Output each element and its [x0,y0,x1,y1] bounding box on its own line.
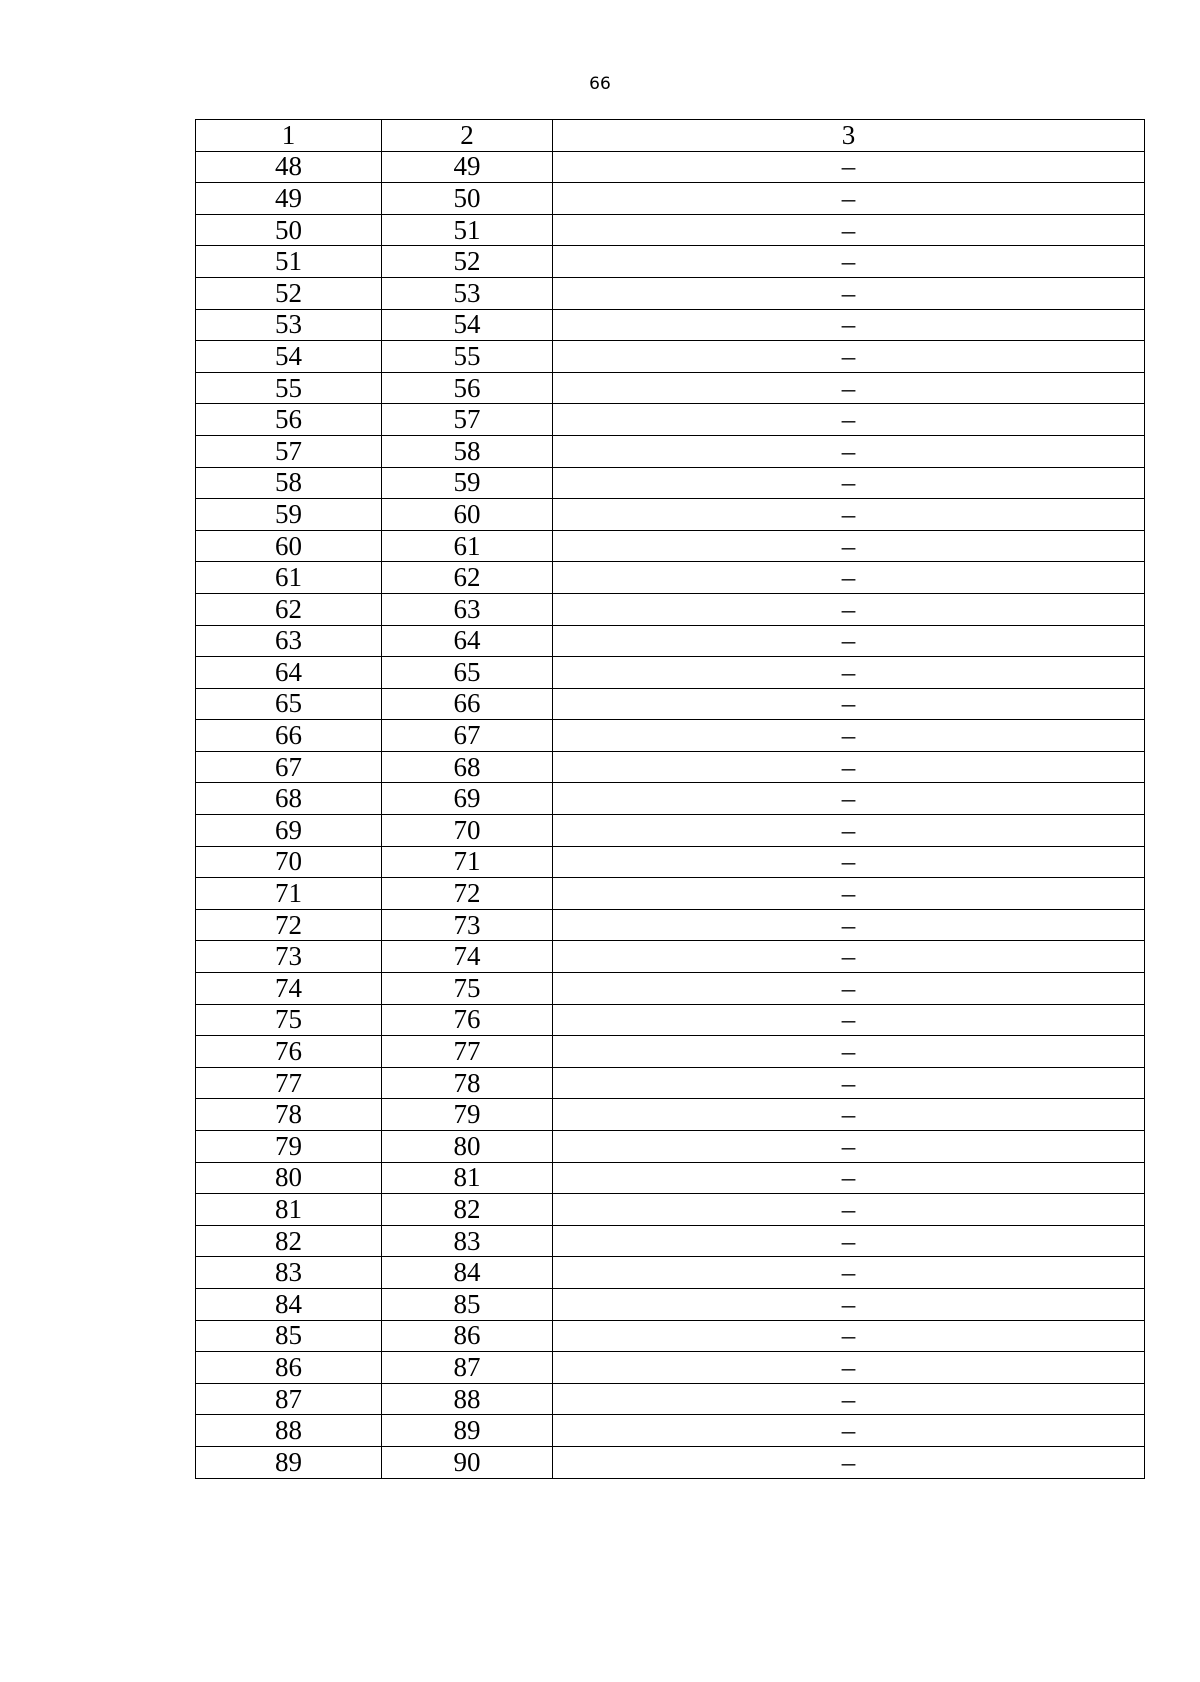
table-cell-col-1: 48 [196,151,382,183]
table-cell-col-2: 77 [382,1036,553,1068]
table-row [196,909,1145,941]
table-row [196,1162,1145,1194]
table-cell-col-3: – [553,783,1145,815]
table-row [196,1320,1145,1352]
table-row [196,1036,1145,1068]
table-cell-col-3: – [553,499,1145,531]
table-cell-col-3: – [553,372,1145,404]
table-cell-col-2: 86 [382,1320,553,1352]
table-cell-col-1: 70 [196,846,382,878]
table-cell-col-3: – [553,625,1145,657]
table-cell-col-1: 55 [196,372,382,404]
data-table [195,119,1145,1479]
table-row [196,815,1145,847]
table-cell-col-1: 88 [196,1415,382,1447]
table-cell-col-2: 49 [382,151,553,183]
table-row [196,341,1145,373]
table-cell-col-2: 83 [382,1225,553,1257]
table-cell-col-2: 60 [382,499,553,531]
table-cell-col-2: 89 [382,1415,553,1447]
column-header-1: 1 [196,120,382,152]
table-row [196,1288,1145,1320]
table-cell-col-2: 65 [382,657,553,689]
page-number: 66 [589,74,611,94]
table-cell-col-3: – [553,214,1145,246]
table-cell-col-3: – [553,404,1145,436]
table-row [196,973,1145,1005]
table-cell-col-1: 80 [196,1162,382,1194]
table-cell-col-3: – [553,467,1145,499]
table-cell-col-2: 75 [382,973,553,1005]
table-cell-col-2: 56 [382,372,553,404]
table-cell-col-3: – [553,657,1145,689]
table-cell-col-1: 74 [196,973,382,1005]
table-cell-col-2: 79 [382,1099,553,1131]
table-cell-col-3: – [553,277,1145,309]
table-cell-col-1: 53 [196,309,382,341]
table-cell-col-1: 49 [196,183,382,215]
column-header-2: 2 [382,120,553,152]
table-row [196,593,1145,625]
table-cell-col-3: – [553,151,1145,183]
table-cell-col-3: – [553,1162,1145,1194]
table-cell-col-2: 74 [382,941,553,973]
table-cell-col-2: 72 [382,878,553,910]
table-row [196,941,1145,973]
table-cell-col-3: – [553,1383,1145,1415]
table-cell-col-1: 51 [196,246,382,278]
table-row [196,783,1145,815]
table-cell-col-3: – [553,1415,1145,1447]
table-cell-col-2: 76 [382,1004,553,1036]
table-row [196,720,1145,752]
table-cell-col-1: 69 [196,815,382,847]
table-cell-col-1: 50 [196,214,382,246]
table-cell-col-3: – [553,1067,1145,1099]
table-row [196,277,1145,309]
table-cell-col-3: – [553,973,1145,1005]
table-cell-col-1: 64 [196,657,382,689]
table-cell-col-2: 87 [382,1352,553,1384]
table-cell-col-1: 81 [196,1194,382,1226]
table-cell-col-3: – [553,878,1145,910]
table-row [196,530,1145,562]
table-cell-col-2: 84 [382,1257,553,1289]
table-cell-col-1: 56 [196,404,382,436]
table-cell-col-1: 86 [196,1352,382,1384]
table-cell-col-1: 87 [196,1383,382,1415]
table-cell-col-1: 52 [196,277,382,309]
table-cell-col-3: – [553,688,1145,720]
table-cell-col-3: – [553,751,1145,783]
table-cell-col-2: 67 [382,720,553,752]
table-body [196,120,1145,1479]
table-cell-col-2: 90 [382,1446,553,1478]
table-cell-col-2: 70 [382,815,553,847]
table-cell-col-3: – [553,815,1145,847]
table-row [196,1352,1145,1384]
table-cell-col-1: 58 [196,467,382,499]
table-row [196,1225,1145,1257]
table-cell-col-2: 88 [382,1383,553,1415]
table-cell-col-1: 84 [196,1288,382,1320]
table-row [196,309,1145,341]
table-cell-col-2: 66 [382,688,553,720]
table-cell-col-1: 68 [196,783,382,815]
table-row [196,1004,1145,1036]
table-cell-col-3: – [553,1446,1145,1478]
table-row [196,1131,1145,1163]
table-row [196,1099,1145,1131]
table-cell-col-1: 85 [196,1320,382,1352]
table-cell-col-1: 75 [196,1004,382,1036]
table-cell-col-1: 82 [196,1225,382,1257]
table-cell-col-3: – [553,341,1145,373]
column-header-3: 3 [553,120,1145,152]
table-cell-col-1: 72 [196,909,382,941]
table-cell-col-2: 55 [382,341,553,373]
table-row [196,657,1145,689]
table-cell-col-3: – [553,1036,1145,1068]
table-cell-col-2: 68 [382,751,553,783]
table-row [196,372,1145,404]
table-cell-col-2: 81 [382,1162,553,1194]
table-cell-col-1: 54 [196,341,382,373]
table-cell-col-2: 63 [382,593,553,625]
table-cell-col-2: 54 [382,309,553,341]
table-cell-col-2: 59 [382,467,553,499]
table-cell-col-1: 83 [196,1257,382,1289]
table-cell-col-1: 79 [196,1131,382,1163]
table-row [196,625,1145,657]
table-cell-col-2: 58 [382,435,553,467]
table-cell-col-3: – [553,1099,1145,1131]
table-cell-col-1: 89 [196,1446,382,1478]
table-cell-col-1: 67 [196,751,382,783]
table-cell-col-2: 50 [382,183,553,215]
table-cell-col-2: 57 [382,404,553,436]
table-row [196,183,1145,215]
table-cell-col-1: 60 [196,530,382,562]
table-cell-col-2: 85 [382,1288,553,1320]
table-cell-col-3: – [553,1320,1145,1352]
table-cell-col-2: 71 [382,846,553,878]
table-cell-col-3: – [553,846,1145,878]
table-row [196,1194,1145,1226]
table-cell-col-2: 51 [382,214,553,246]
table-row [196,467,1145,499]
table-cell-col-1: 61 [196,562,382,594]
table-cell-col-2: 52 [382,246,553,278]
table-cell-col-3: – [553,1288,1145,1320]
table-cell-col-2: 64 [382,625,553,657]
table-cell-col-3: – [553,309,1145,341]
table-cell-col-2: 78 [382,1067,553,1099]
table-cell-col-3: – [553,435,1145,467]
table-row [196,404,1145,436]
table-cell-col-1: 78 [196,1099,382,1131]
table-cell-col-3: – [553,1352,1145,1384]
table-row [196,435,1145,467]
table-cell-col-3: – [553,1194,1145,1226]
table-row [196,562,1145,594]
table-cell-col-3: – [553,1257,1145,1289]
table-cell-col-3: – [553,941,1145,973]
table-row [196,688,1145,720]
table-cell-col-3: – [553,1004,1145,1036]
table-cell-col-1: 65 [196,688,382,720]
table-cell-col-1: 66 [196,720,382,752]
table-cell-col-3: – [553,183,1145,215]
table-cell-col-2: 80 [382,1131,553,1163]
table-cell-col-1: 63 [196,625,382,657]
table-cell-col-2: 82 [382,1194,553,1226]
table-cell-col-1: 76 [196,1036,382,1068]
table-row [196,751,1145,783]
table-cell-col-2: 69 [382,783,553,815]
table-row [196,846,1145,878]
table-row [196,499,1145,531]
table-cell-col-3: – [553,1131,1145,1163]
table-cell-col-3: – [553,562,1145,594]
table-row [196,1067,1145,1099]
table-cell-col-3: – [553,720,1145,752]
table-cell-col-1: 71 [196,878,382,910]
table-row [196,1415,1145,1447]
table-row [196,1446,1145,1478]
table-cell-col-3: – [553,530,1145,562]
table-row [196,246,1145,278]
table-row [196,1383,1145,1415]
table-cell-col-3: – [553,246,1145,278]
table-row [196,1257,1145,1289]
table-row [196,151,1145,183]
table-row [196,878,1145,910]
table-cell-col-2: 53 [382,277,553,309]
table-cell-col-3: – [553,909,1145,941]
table-cell-col-1: 77 [196,1067,382,1099]
table-cell-col-1: 59 [196,499,382,531]
table-cell-col-2: 62 [382,562,553,594]
table-cell-col-3: – [553,593,1145,625]
table-cell-col-1: 62 [196,593,382,625]
table-row [196,214,1145,246]
table-cell-col-2: 73 [382,909,553,941]
table-cell-col-1: 57 [196,435,382,467]
table-header-row [196,120,1145,152]
table-cell-col-3: – [553,1225,1145,1257]
table-cell-col-1: 73 [196,941,382,973]
table-cell-col-2: 61 [382,530,553,562]
